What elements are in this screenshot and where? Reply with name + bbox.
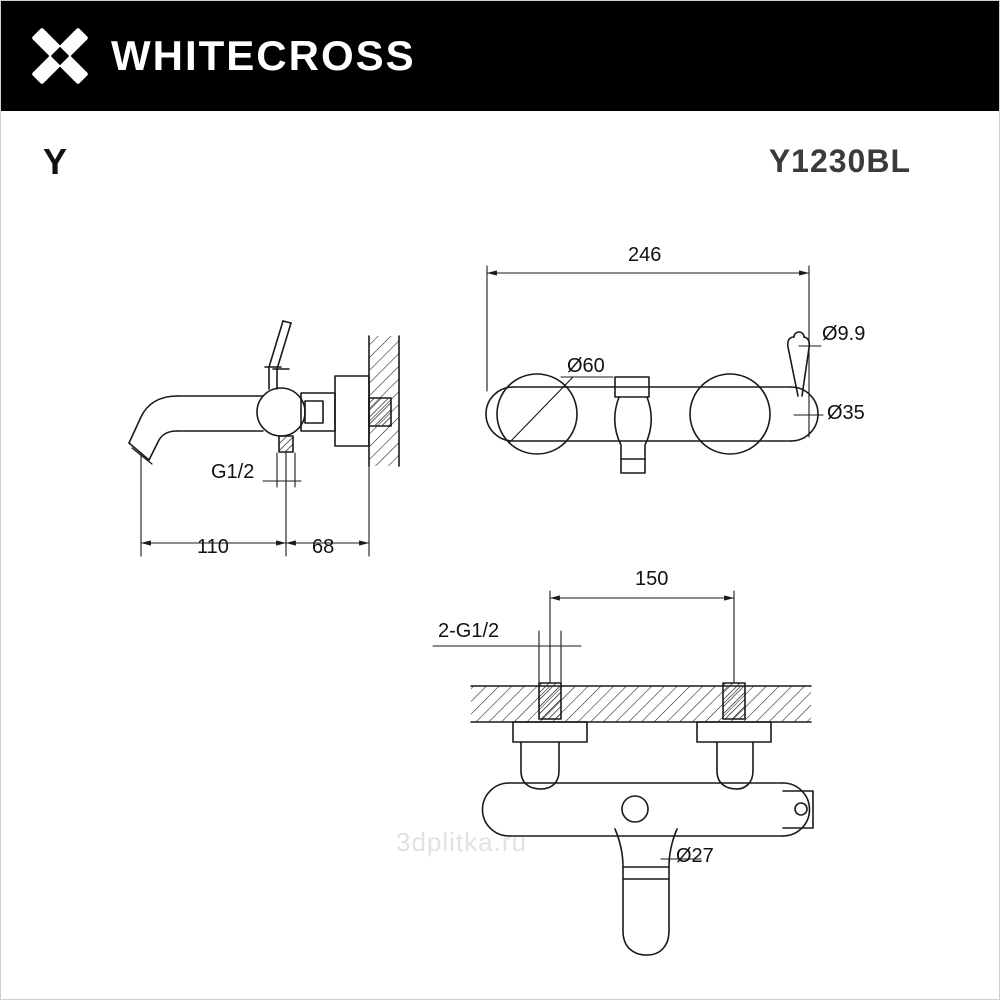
dimension-d99: Ø9.9 <box>822 323 866 345</box>
x-cross-logo-icon <box>31 27 89 85</box>
dimension-2g12: 2-G1/2 <box>438 620 500 642</box>
series-title: Y <box>43 141 69 182</box>
brand-name: WHITECROSS <box>111 32 416 79</box>
dimension-110: 110 <box>197 536 229 558</box>
dimension-d27: Ø27 <box>676 845 714 867</box>
watermark: 3dplitka.ru <box>396 827 527 857</box>
brand-header <box>1 1 1000 111</box>
side-view-geometry <box>129 321 399 466</box>
dimension-246: 246 <box>628 244 662 266</box>
dimension-150: 150 <box>635 568 669 590</box>
front-view-dimensions <box>487 266 823 443</box>
front-view-geometry <box>486 332 818 473</box>
technical-drawing <box>1 191 1000 1000</box>
top-view-geometry <box>471 683 813 955</box>
drawing-svg <box>1 191 1000 1000</box>
dimension-d60: Ø60 <box>567 355 605 377</box>
side-view-dimensions <box>141 453 369 556</box>
model-code: Y1230BL <box>768 143 911 179</box>
dimension-68: 68 <box>312 536 335 558</box>
dimension-g12: G1/2 <box>211 461 255 483</box>
dimension-d35: Ø35 <box>827 402 865 424</box>
